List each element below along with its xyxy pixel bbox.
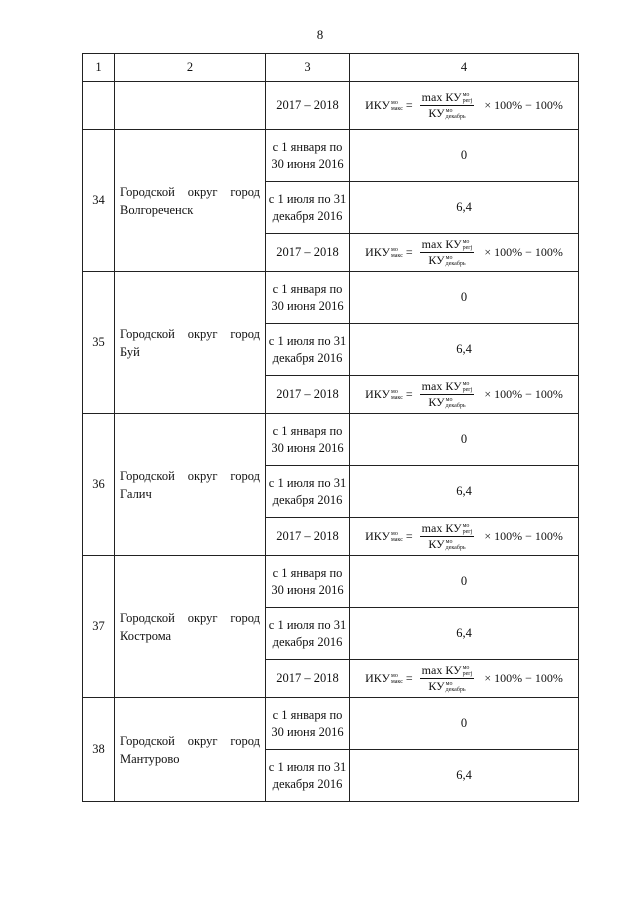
district-name-line1: Городской округ город [120, 326, 260, 341]
district-name-line1: Городской округ город [120, 184, 260, 199]
value-cell: 6,4 [350, 608, 579, 660]
formula-equals: = [405, 671, 413, 685]
period-cell: 2017 – 2018 [266, 660, 350, 698]
district-name-line2: Галич [120, 486, 152, 501]
formula-tail: × 100% − 100% [484, 98, 563, 112]
period-cell: с 1 января по 30 июня 2016 [266, 556, 350, 608]
formula-denominator: КУ мо декабрь [428, 679, 466, 694]
table-row [83, 698, 579, 750]
formula-fraction [420, 522, 475, 552]
value-cell: 6,4 [350, 324, 579, 376]
table-row [83, 130, 579, 182]
period-cell: 2017 – 2018 [266, 518, 350, 556]
value-cell: 0 [350, 414, 579, 466]
period-cell: с 1 июля по 31 декабря 2016 [266, 608, 350, 660]
value-cell: 0 [350, 556, 579, 608]
formula-denominator: КУ мо декабрь [428, 395, 466, 410]
value-cell: 0 [350, 698, 579, 750]
value-cell: 0 [350, 272, 579, 324]
table-row [83, 272, 579, 324]
column-header-4: 4 [350, 54, 579, 82]
district-name [115, 414, 266, 556]
district-name-line2: Буй [120, 344, 140, 359]
index-formula [350, 91, 578, 121]
formula-denominator: КУ мо декабрь [428, 253, 466, 268]
formula-fraction [420, 238, 475, 268]
period-cell: с 1 января по 30 июня 2016 [266, 414, 350, 466]
formula-equals: = [405, 245, 413, 259]
district-name [115, 130, 266, 272]
index-formula [350, 664, 578, 694]
formula-denominator: КУ мо декабрь [428, 106, 466, 121]
formula-tail: × 100% − 100% [484, 529, 563, 543]
formula-equals: = [405, 98, 413, 112]
formula-fraction [420, 91, 475, 121]
period-cell: 2017 – 2018 [266, 234, 350, 272]
district-name-line1: Городской округ город [120, 468, 260, 483]
row-number: 35 [83, 272, 115, 414]
formula-cell [350, 660, 579, 698]
row-number: 38 [83, 698, 115, 802]
formula-numerator: max КУ мо регj [421, 378, 473, 393]
formula-lhs: ИКУ мо макс [365, 671, 403, 686]
formula-numerator: max КУ мо регj [421, 89, 473, 104]
value-cell: 0 [350, 130, 579, 182]
table-row [83, 556, 579, 608]
formula-tail: × 100% − 100% [484, 387, 563, 401]
formula-cell [350, 234, 579, 272]
value-cell: 6,4 [350, 466, 579, 518]
index-formula [350, 522, 578, 552]
table-header-row [83, 54, 579, 82]
cell-name [115, 82, 266, 130]
column-header-1: 1 [83, 54, 115, 82]
district-name [115, 556, 266, 698]
index-formula [350, 238, 578, 268]
value-cell: 6,4 [350, 750, 579, 802]
district-name [115, 698, 266, 802]
period-cell: с 1 июля по 31 декабря 2016 [266, 750, 350, 802]
page-number: 8 [316, 27, 324, 42]
formula-lhs: ИКУ мо макс [365, 387, 403, 402]
column-header-2: 2 [115, 54, 266, 82]
formula-numerator: max КУ мо регj [421, 662, 473, 677]
formula-lhs: ИКУ мо макс [365, 529, 403, 544]
formula-numerator: max КУ мо регj [421, 236, 473, 251]
formula-lhs: ИКУ мо макс [365, 98, 403, 113]
cell-formula [350, 82, 579, 130]
formula-cell [350, 518, 579, 556]
formula-fraction [420, 664, 475, 694]
value-cell: 6,4 [350, 182, 579, 234]
formula-fraction [420, 380, 475, 410]
formula-equals: = [405, 529, 413, 543]
row-number: 36 [83, 414, 115, 556]
formula-tail: × 100% − 100% [484, 245, 563, 259]
district-name-line1: Городской округ город [120, 610, 260, 625]
tariff-table [82, 53, 579, 802]
formula-tail: × 100% − 100% [484, 671, 563, 685]
district-name-line2: Мантурово [120, 751, 180, 766]
district-name-line2: Волгореченск [120, 202, 194, 217]
row-number: 37 [83, 556, 115, 698]
formula-numerator: max КУ мо регj [421, 520, 473, 535]
period-cell: с 1 января по 30 июня 2016 [266, 698, 350, 750]
period-cell: с 1 июля по 31 декабря 2016 [266, 182, 350, 234]
formula-denominator: КУ мо декабрь [428, 537, 466, 552]
formula-lhs: ИКУ мо макс [365, 245, 403, 260]
row-number: 34 [83, 130, 115, 272]
cell-period: 2017 – 2018 [266, 82, 350, 130]
district-name-line1: Городской округ город [120, 733, 260, 748]
period-cell: 2017 – 2018 [266, 376, 350, 414]
period-cell: с 1 января по 30 июня 2016 [266, 130, 350, 182]
period-cell: с 1 июля по 31 декабря 2016 [266, 324, 350, 376]
cell-num [83, 82, 115, 130]
formula-equals: = [405, 387, 413, 401]
district-name-line2: Кострома [120, 628, 172, 643]
period-cell: с 1 июля по 31 декабря 2016 [266, 466, 350, 518]
period-cell: с 1 января по 30 июня 2016 [266, 272, 350, 324]
table-row [83, 414, 579, 466]
formula-cell [350, 376, 579, 414]
district-name [115, 272, 266, 414]
continuation-row [83, 82, 579, 130]
column-header-3: 3 [266, 54, 350, 82]
index-formula [350, 380, 578, 410]
